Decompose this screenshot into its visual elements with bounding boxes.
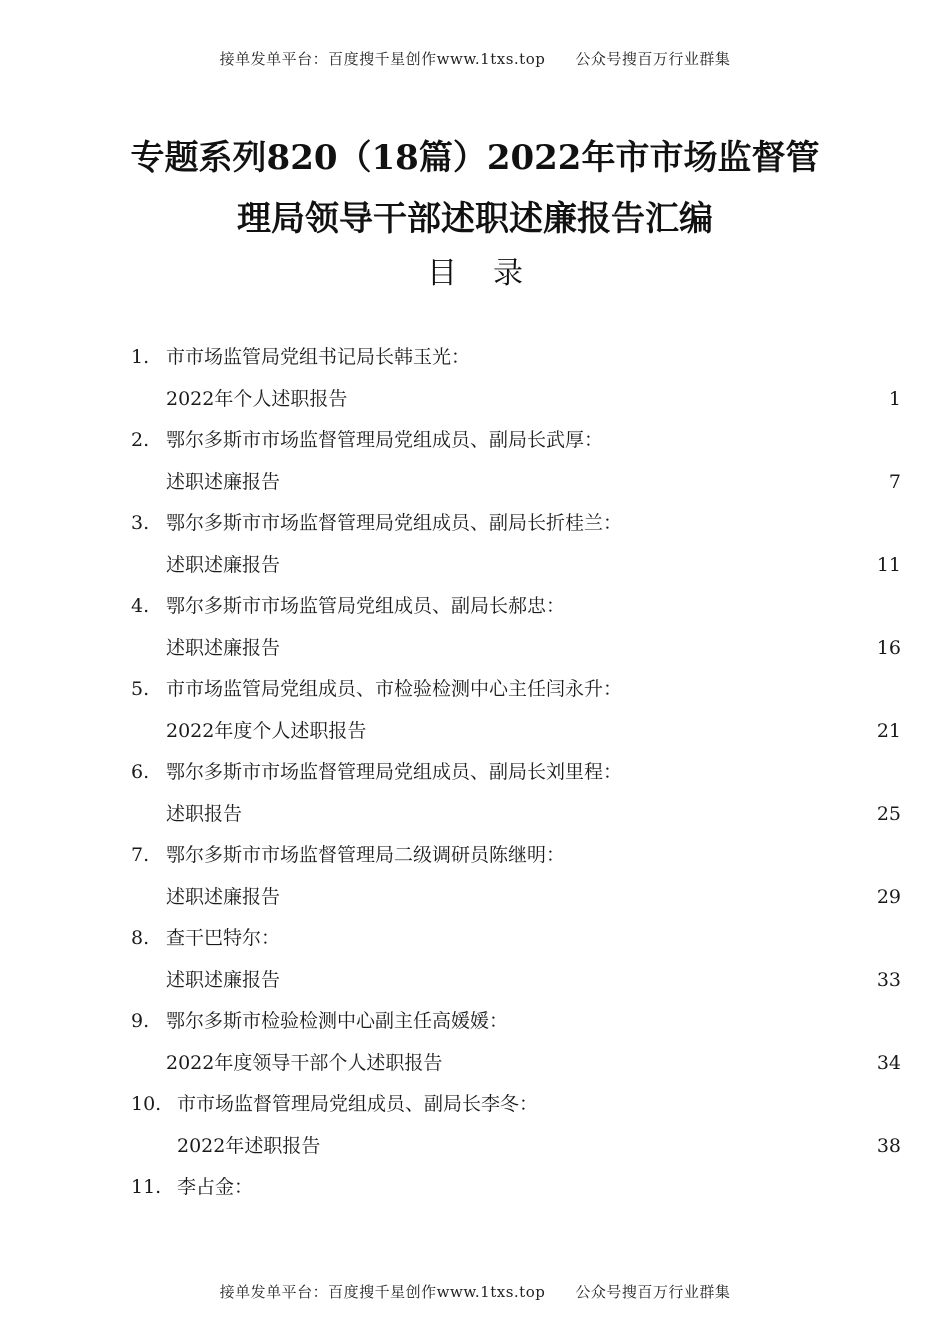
- toc-entry-number: 10.: [131, 1093, 162, 1115]
- toc-entry-author: 鄂尔多斯市市场监督管理局党组成员、副局长折桂兰：: [166, 512, 623, 534]
- table-of-contents: [131, 337, 901, 1209]
- toc-entry-page-number: 16: [876, 636, 901, 659]
- toc-entry[interactable]: [131, 752, 901, 835]
- document-title-line1: 专题系列820（18篇）2022年市市场监督管: [130, 138, 820, 178]
- toc-entry-heading-line: [131, 503, 901, 545]
- toc-entry-heading-line: [131, 1084, 901, 1126]
- toc-entry-page-number: 25: [876, 802, 901, 825]
- toc-entry-author: 市市场监管局党组成员、市检验检测中心主任闫永升：: [166, 678, 623, 700]
- toc-entry[interactable]: [131, 337, 901, 420]
- toc-entry-number: 11.: [131, 1176, 162, 1198]
- toc-entry-page-number: 29: [876, 885, 901, 908]
- toc-entry-page-number: 1: [888, 387, 901, 410]
- toc-entry-title: 2022年个人述职报告: [166, 387, 348, 410]
- toc-entry-author: 鄂尔多斯市检验检测中心副主任高媛媛：: [166, 1010, 509, 1032]
- toc-entry-title: 2022年述职报告: [177, 1134, 321, 1157]
- toc-entry-page-number: 38: [876, 1134, 901, 1157]
- toc-entry-number: 5.: [131, 678, 150, 700]
- toc-entry-heading-line: [131, 669, 901, 711]
- toc-entry-author: 鄂尔多斯市市场监督管理局党组成员、副局长刘里程：: [166, 761, 623, 783]
- toc-entry-page-number: 21: [876, 719, 901, 742]
- toc-entry-author: 李占金：: [177, 1176, 254, 1198]
- toc-entry[interactable]: [131, 503, 901, 586]
- toc-entry-title-line: [131, 462, 901, 504]
- toc-entry-heading-line: [131, 420, 901, 462]
- toc-entry-title-line: [131, 794, 901, 836]
- toc-entry[interactable]: [131, 1001, 901, 1084]
- toc-entry-title-line: [131, 960, 901, 1002]
- toc-entry-heading-line: [131, 918, 901, 960]
- toc-entry-author: 查干巴特尔：: [166, 927, 281, 949]
- toc-entry-heading-line: [131, 586, 901, 628]
- toc-entry-title: 2022年度个人述职报告: [166, 719, 367, 742]
- document-title-line2: 理局领导干部述职述廉报告汇编: [237, 199, 713, 239]
- toc-entry-title: 述职述廉报告: [166, 553, 281, 576]
- toc-entry-title: 2022年度领导干部个人述职报告: [166, 1051, 443, 1074]
- toc-entry-number: 8.: [131, 927, 150, 949]
- toc-entry-page-number: 34: [876, 1051, 901, 1074]
- toc-entry-author: 市市场监管局党组书记局长韩玉光：: [166, 346, 471, 368]
- toc-entry-author: 市市场监督管理局党组成员、副局长李冬：: [177, 1093, 539, 1115]
- toc-entry-heading-line: [131, 1001, 901, 1043]
- toc-entry[interactable]: [131, 918, 901, 1001]
- toc-entry-author: 鄂尔多斯市市场监督管理局二级调研员陈继明：: [166, 844, 566, 866]
- toc-entry-page-number: 11: [876, 553, 901, 576]
- header-note-left: 接单发单平台：百度搜千星创作www.1txs.top: [219, 50, 546, 68]
- toc-entry-number: 3.: [131, 512, 150, 534]
- toc-entry-title-line: [131, 545, 901, 587]
- toc-entry[interactable]: [131, 669, 901, 752]
- toc-entry-page-number: 33: [876, 968, 901, 991]
- toc-entry-title: 述职述廉报告: [166, 885, 281, 908]
- toc-entry-number: 6.: [131, 761, 150, 783]
- toc-entry-title-line: [131, 628, 901, 670]
- toc-entry-author: 鄂尔多斯市市场监督管理局党组成员、副局长武厚：: [166, 429, 604, 451]
- toc-entry-title-line: [131, 1043, 901, 1085]
- header-note-right: 公众号搜百万行业群集: [575, 50, 731, 68]
- toc-entry-heading-line: [131, 835, 901, 877]
- toc-entry-title: 述职述廉报告: [166, 470, 281, 493]
- footer-note-left: 接单发单平台：百度搜千星创作www.1txs.top: [219, 1283, 546, 1301]
- toc-entry-title: 述职述廉报告: [166, 636, 281, 659]
- toc-entry-heading-line: [131, 337, 901, 379]
- toc-entry-title: 述职述廉报告: [166, 968, 281, 991]
- toc-heading: 目录: [427, 256, 559, 291]
- footer-note-right: 公众号搜百万行业群集: [575, 1283, 731, 1301]
- toc-entry-title-line: [131, 379, 901, 421]
- toc-entry[interactable]: [131, 835, 901, 918]
- toc-entry-title-line: [131, 1126, 901, 1168]
- toc-entry-number: 9.: [131, 1010, 150, 1032]
- toc-entry[interactable]: [131, 586, 901, 669]
- toc-entry-title-line: [131, 877, 901, 919]
- toc-entry-title-line: [131, 711, 901, 753]
- toc-entry-heading-line: [131, 1167, 901, 1209]
- toc-entry[interactable]: [131, 1084, 901, 1167]
- toc-entry-title: 述职报告: [166, 802, 243, 825]
- toc-entry-author: 鄂尔多斯市市场监管局党组成员、副局长郝忠：: [166, 595, 566, 617]
- toc-entry-page-number: 7: [888, 470, 901, 493]
- toc-entry-number: 1.: [131, 346, 150, 368]
- toc-entry[interactable]: [131, 1167, 901, 1209]
- page-footer-note: [0, 1281, 950, 1302]
- toc-entry-number: 7.: [131, 844, 150, 866]
- toc-entry-heading-line: [131, 752, 901, 794]
- toc-entry[interactable]: [131, 420, 901, 503]
- toc-entry-number: 2.: [131, 429, 150, 451]
- toc-entry-number: 4.: [131, 595, 150, 617]
- page-header-note: [0, 48, 950, 69]
